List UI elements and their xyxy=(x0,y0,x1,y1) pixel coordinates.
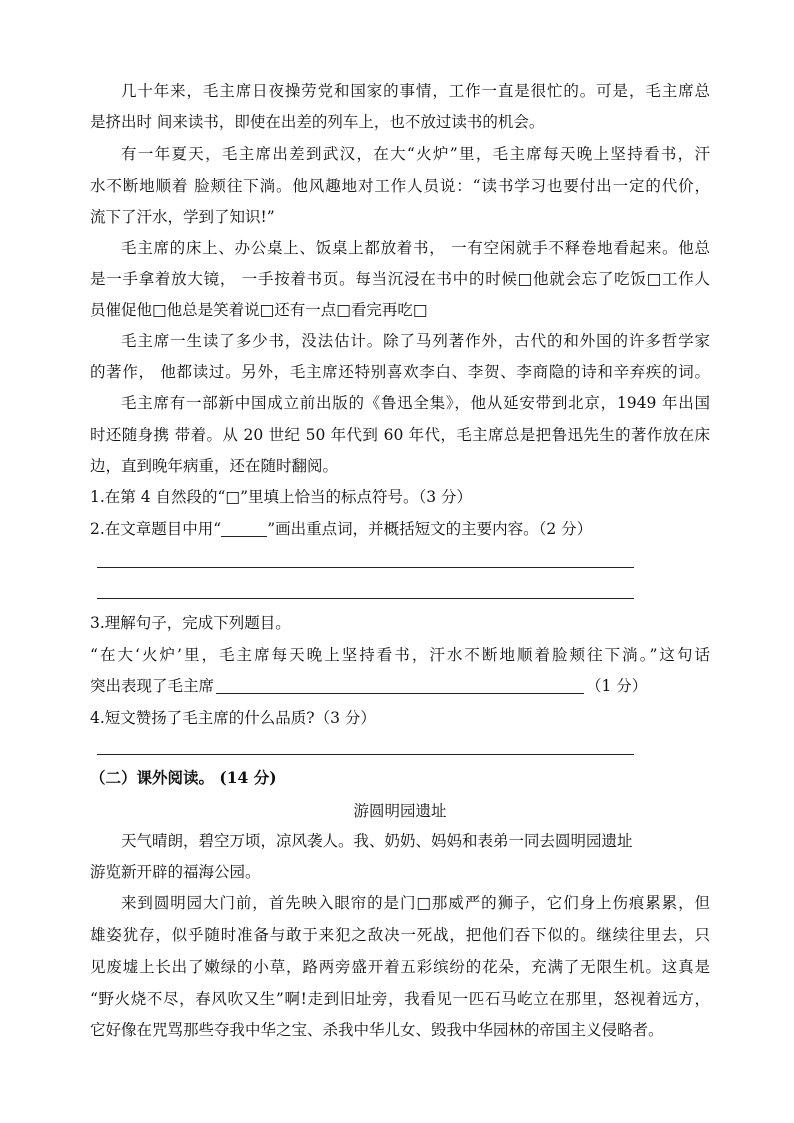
passage-line: 是一手拿着放大镜， 一手按着书页。每当沉浸在书中的时候□他就会忘了吃饭□工作人 xyxy=(90,270,710,288)
passage-title: 游圆明园遗址 xyxy=(353,802,447,820)
passage-line: 边，直到晚年病重，还在随时翻阅。 xyxy=(90,457,339,475)
passage-line: 毛主席有一部新中国成立前出版的《鲁迅全集》，他从延安带到北京，1949 年出国 xyxy=(121,394,710,412)
answer-line[interactable] xyxy=(97,754,634,755)
passage-line: “野火烧不尽，春风吹又生”啊!走到旧址旁，我看见一匹石马屹立在那里，怒视着远方， xyxy=(90,990,710,1008)
passage-line: 来到圆明园大门前，首先映入眼帘的是门□那威严的狮子，它们身上伤痕累累，但 xyxy=(121,894,710,912)
section-heading: （二）课外阅读。 (14 分) xyxy=(90,768,277,787)
question-3-suffix: （1 分） xyxy=(586,677,648,695)
question-3-quote: “在大‘火炉’里，毛主席每天晚上坚持看书，汗水不断地顺着脸颊往下淌。”这句话 xyxy=(90,646,710,664)
passage-line: 毛主席一生读了多少书，没法估计。除了马列著作外，古代的和外国的许多哲学家 xyxy=(121,332,710,350)
passage-line: 是挤出时 间来读书，即使在出差的列车上，也不放过读书的机会。 xyxy=(90,113,545,131)
passage-line: 流下了汗水，学到了知识!” xyxy=(90,208,275,226)
question-3: 3.理解句子，完成下列题目。 xyxy=(90,614,291,632)
answer-line[interactable] xyxy=(97,567,634,568)
question-1: 1.在第 4 自然段的“□”里填上恰当的标点符号。（3 分） xyxy=(90,488,473,506)
question-2 xyxy=(90,518,710,540)
passage-line: 时还随身携 带着。从 20 世纪 50 年代到 60 年代，毛主席总是把鲁迅先生的著作放在床 xyxy=(90,426,710,444)
passage-line: 的著作， 他都读过。另外，毛主席还特别喜欢李白、李贺、李商隐的诗和辛弃疾的词。 xyxy=(90,363,710,381)
passage-line: 员催促他□他总是笑着说□还有一点□看完再吃□ xyxy=(90,301,428,319)
passage-line: 毛主席的床上、办公桌上、饭桌上都放着书， 一有空闲就手不释卷地看起来。他总 xyxy=(121,239,710,257)
answer-line[interactable] xyxy=(97,598,634,599)
underline-blank xyxy=(221,520,267,537)
passage-line: 它好像在咒骂那些夺我中华之宝、杀我中华儿女、毁我中华园林的帝国主义侵略者。 xyxy=(90,1021,664,1039)
passage-line: 水不断地顺着 脸颊往下淌。他风趣地对工作人员说：“读书学习也要付出一定的代价， xyxy=(90,177,710,195)
passage-line: 天气晴朗，碧空万顷，凉风袭人。我、奶奶、妈妈和表弟一同去圆明园遗址 xyxy=(121,832,633,850)
passage-line: 雄姿犹存，似乎随时准备与敢于来犯之敌决一死战，把他们吞下似的。继续往里去，只 xyxy=(90,926,710,944)
question-4: 4.短文赞扬了毛主席的什么品质?（3 分） xyxy=(90,709,376,727)
passage-line: 见废墟上长出了嫩绿的小草，路两旁盛开着五彩缤纷的花朵，充满了无限生机。这真是 xyxy=(90,958,710,976)
passage-line: 几十年来，毛主席日夜操劳党和国家的事情，工作一直是很忙的。可是，毛主席总 xyxy=(121,82,710,100)
answer-blank[interactable] xyxy=(216,677,584,694)
question-2-prefix: 2.在文章题目中用“ xyxy=(90,520,222,538)
question-2-suffix: ”画出重点词，并概括短文的主要内容。（2 分） xyxy=(267,520,593,538)
passage-line: 游览新开辟的福海公园。 xyxy=(90,863,261,881)
question-3-fill xyxy=(90,675,710,697)
passage-line: 有一年夏天，毛主席出差到武汉，在大“火炉”里，毛主席每天晚上坚持看书，汗 xyxy=(121,145,710,163)
question-3-prefix: 突出表现了毛主席 xyxy=(90,677,215,695)
